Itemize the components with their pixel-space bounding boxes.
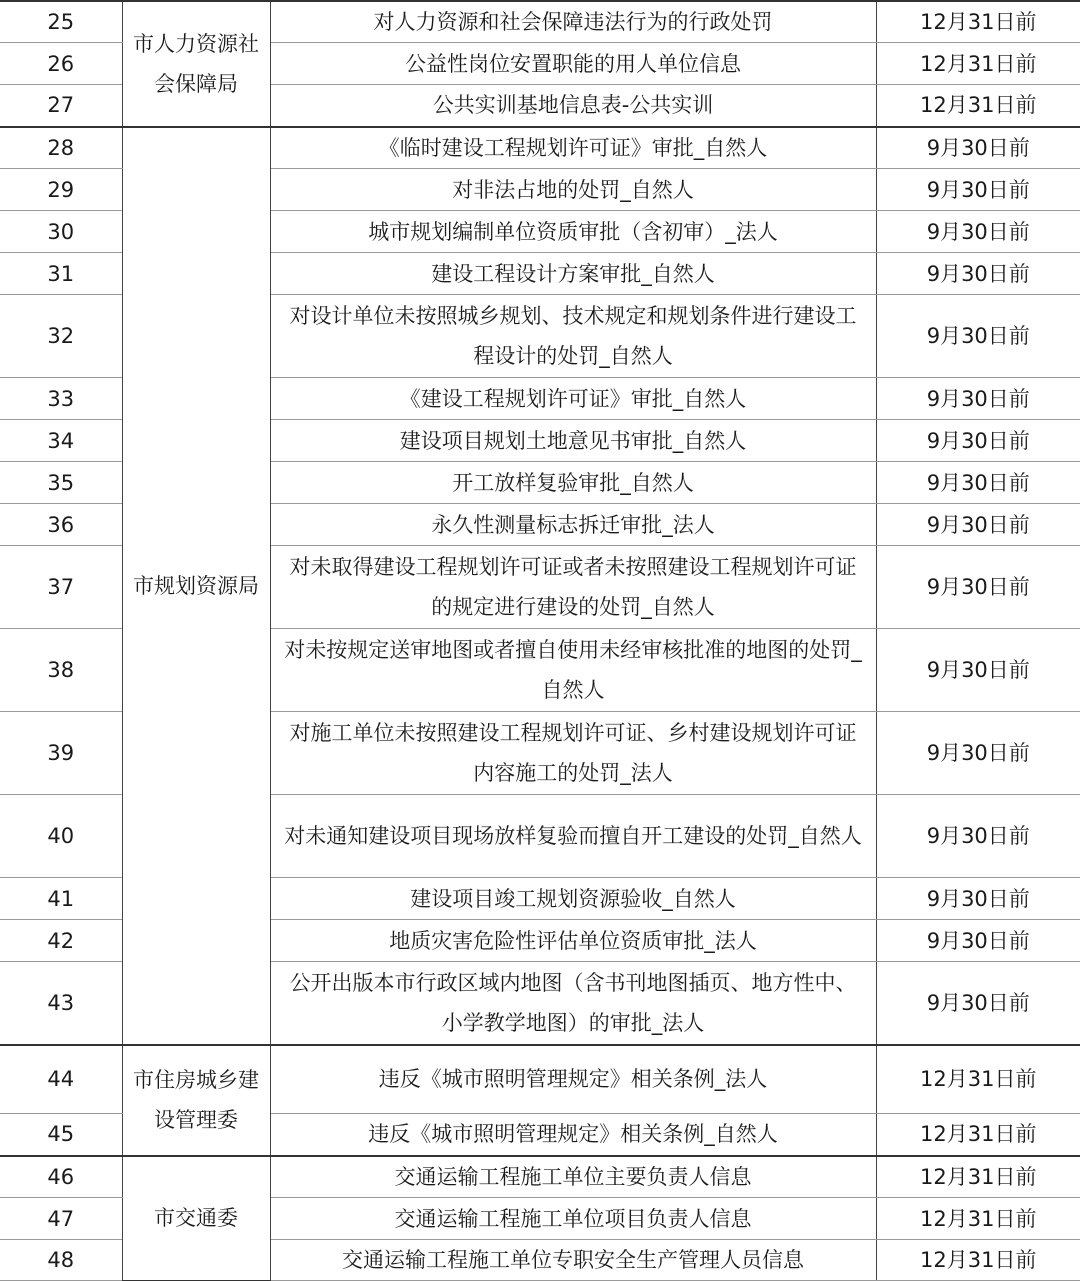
item-cell: 公开出版本市行政区域内地图（含书刊地图插页、地方性中、小学教学地图）的审批_法人 — [270, 962, 876, 1045]
item-cell: 地质灾害危险性评估单位资质审批_法人 — [270, 920, 876, 962]
item-cell: 交通运输工程施工单位主要负责人信息 — [270, 1156, 876, 1198]
table-row — [0, 1156, 1080, 1198]
row-number: 35 — [0, 462, 122, 504]
table-row — [0, 1, 1080, 43]
row-number: 43 — [0, 962, 122, 1045]
item-cell: 对施工单位未按照建设工程规划许可证、乡村建设规划许可证内容施工的处罚_法人 — [270, 712, 876, 795]
item-cell: 对人力资源和社会保障违法行为的行政处罚 — [270, 1, 876, 43]
deadline-cell: 9月30日前 — [876, 546, 1080, 629]
item-cell: 建设项目规划土地意见书审批_自然人 — [270, 420, 876, 462]
row-number: 36 — [0, 504, 122, 546]
deadline-cell: 9月30日前 — [876, 878, 1080, 920]
item-cell: 对未取得建设工程规划许可证或者未按照建设工程规划许可证的规定进行建设的处罚_自然人 — [270, 546, 876, 629]
deadline-cell: 9月30日前 — [876, 169, 1080, 211]
row-number: 45 — [0, 1114, 122, 1156]
item-cell: 对未按规定送审地图或者擅自使用未经审核批准的地图的处罚_自然人 — [270, 629, 876, 712]
deadline-cell: 12月31日前 — [876, 1198, 1080, 1240]
deadline-cell: 9月30日前 — [876, 712, 1080, 795]
deadline-cell: 12月31日前 — [876, 1045, 1080, 1114]
row-number: 31 — [0, 253, 122, 295]
department-cell: 市住房城乡建设管理委 — [122, 1045, 270, 1156]
row-number: 48 — [0, 1240, 122, 1281]
deadline-cell: 9月30日前 — [876, 504, 1080, 546]
row-number: 29 — [0, 169, 122, 211]
deadline-cell: 9月30日前 — [876, 795, 1080, 878]
table-row — [0, 1045, 1080, 1114]
row-number: 28 — [0, 127, 122, 169]
deadline-cell: 9月30日前 — [876, 462, 1080, 504]
row-number: 42 — [0, 920, 122, 962]
deadline-cell: 9月30日前 — [876, 211, 1080, 253]
row-number: 26 — [0, 43, 122, 85]
deadline-cell: 9月30日前 — [876, 378, 1080, 420]
row-number: 33 — [0, 378, 122, 420]
item-cell: 公共实训基地信息表-公共实训 — [270, 85, 876, 127]
item-cell: 《建设工程规划许可证》审批_自然人 — [270, 378, 876, 420]
department-cell: 市交通委 — [122, 1156, 270, 1281]
deadline-cell: 9月30日前 — [876, 629, 1080, 712]
row-number: 46 — [0, 1156, 122, 1198]
row-number: 40 — [0, 795, 122, 878]
row-number: 38 — [0, 629, 122, 712]
item-cell: 建设项目竣工规划资源验收_自然人 — [270, 878, 876, 920]
item-cell: 城市规划编制单位资质审批（含初审）_法人 — [270, 211, 876, 253]
deadline-cell: 9月30日前 — [876, 253, 1080, 295]
deadline-cell: 9月30日前 — [876, 127, 1080, 169]
row-number: 41 — [0, 878, 122, 920]
item-cell: 对非法占地的处罚_自然人 — [270, 169, 876, 211]
row-number: 27 — [0, 85, 122, 127]
deadline-cell: 12月31日前 — [876, 1156, 1080, 1198]
item-cell: 对设计单位未按照城乡规划、技术规定和规划条件进行建设工程设计的处罚_自然人 — [270, 295, 876, 378]
deadline-cell: 9月30日前 — [876, 920, 1080, 962]
department-cell: 市规划资源局 — [122, 127, 270, 1045]
row-number: 47 — [0, 1198, 122, 1240]
department-cell: 市人力资源社会保障局 — [122, 1, 270, 127]
deadline-cell: 9月30日前 — [876, 295, 1080, 378]
item-cell: 开工放样复验审批_自然人 — [270, 462, 876, 504]
item-cell: 违反《城市照明管理规定》相关条例_自然人 — [270, 1114, 876, 1156]
deadline-cell: 12月31日前 — [876, 85, 1080, 127]
item-cell: 违反《城市照明管理规定》相关条例_法人 — [270, 1045, 876, 1114]
item-cell: 交通运输工程施工单位专职安全生产管理人员信息 — [270, 1240, 876, 1281]
deadline-cell: 9月30日前 — [876, 962, 1080, 1045]
row-number: 25 — [0, 1, 122, 43]
deadline-cell: 12月31日前 — [876, 1240, 1080, 1281]
row-number: 30 — [0, 211, 122, 253]
row-number: 34 — [0, 420, 122, 462]
deadline-cell: 9月30日前 — [876, 420, 1080, 462]
row-number: 44 — [0, 1045, 122, 1114]
item-cell: 永久性测量标志拆迁审批_法人 — [270, 504, 876, 546]
deadline-cell: 12月31日前 — [876, 43, 1080, 85]
row-number: 37 — [0, 546, 122, 629]
item-cell: 公益性岗位安置职能的用人单位信息 — [270, 43, 876, 85]
item-cell: 对未通知建设项目现场放样复验而擅自开工建设的处罚_自然人 — [270, 795, 876, 878]
row-number: 39 — [0, 712, 122, 795]
table-body — [0, 1, 1080, 1281]
row-number: 32 — [0, 295, 122, 378]
deadline-cell: 12月31日前 — [876, 1114, 1080, 1156]
item-cell: 建设工程设计方案审批_自然人 — [270, 253, 876, 295]
deadline-cell: 12月31日前 — [876, 1, 1080, 43]
table-row — [0, 127, 1080, 169]
item-cell: 《临时建设工程规划许可证》审批_自然人 — [270, 127, 876, 169]
item-cell: 交通运输工程施工单位项目负责人信息 — [270, 1198, 876, 1240]
